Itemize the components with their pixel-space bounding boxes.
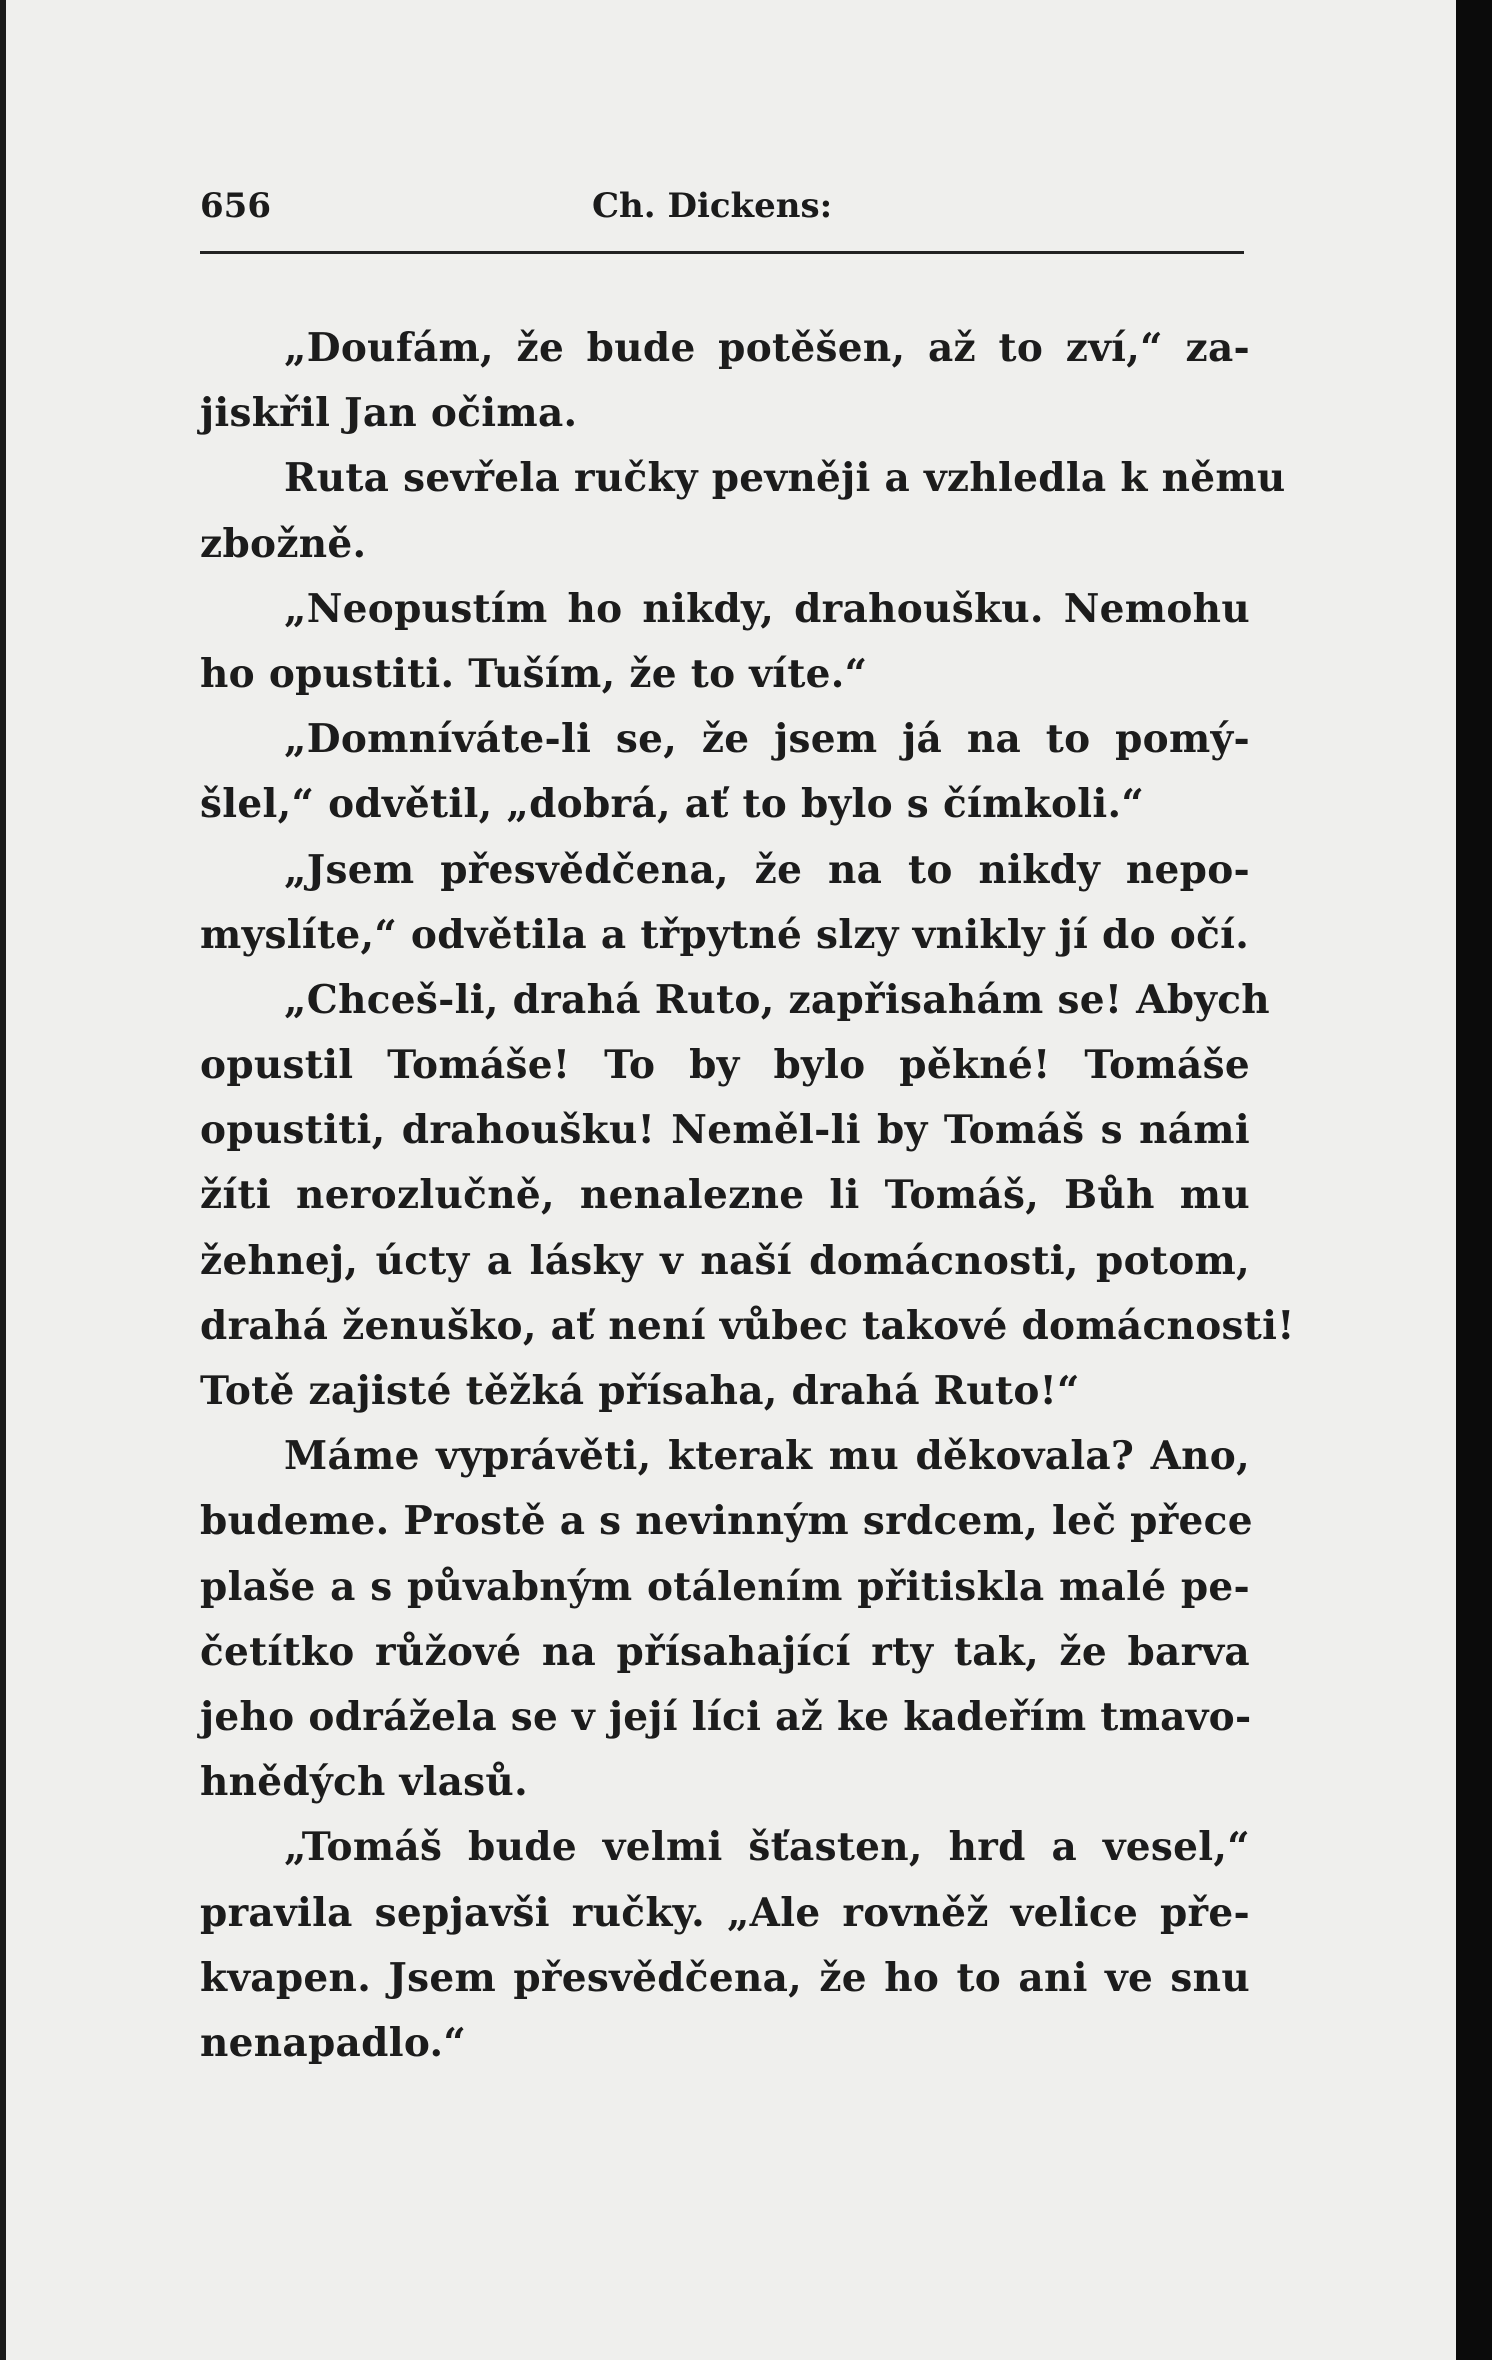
- text-line: „Neopustím ho nikdy, drahoušku. Nemohu: [284, 585, 1250, 632]
- text-line: myslíte,“ odvětila a třpytné slzy vnikly jí do očí.: [200, 911, 1250, 958]
- header-rule: [200, 251, 1244, 254]
- text-line: opustiti, drahoušku! Neměl-li by Tomáš s námi: [200, 1107, 1250, 1154]
- text-line: „Doufám, že bude potěšen, až to zví,“ za-: [284, 325, 1250, 371]
- text-line: budeme. Prostě a s nevinným srdcem, leč přece: [200, 1498, 1253, 1545]
- text-line: jiskřil Jan očima.: [200, 390, 578, 437]
- text-line: jeho odrážela se v její líci až ke kadeřím tmavo-: [200, 1693, 1252, 1740]
- text-line: „Jsem přesvědčena, že na to nikdy nepo-: [284, 846, 1250, 893]
- running-head: Ch. Dickens:: [592, 186, 833, 226]
- text-line: šlel,“ odvětil, „dobrá, ať to bylo s čímkoli.“: [200, 781, 1145, 828]
- text-line: Totě zajisté těžká přísaha, drahá Ruto!“: [200, 1368, 1080, 1414]
- text-line: Ruta sevřela ručky pevněji a vzhledla k němu: [284, 455, 1286, 502]
- text-line: četítko růžové na přísahající rty tak, že barva: [200, 1628, 1250, 1675]
- text-line: kvapen. Jsem přesvědčena, že ho to ani ve snu: [200, 1954, 1250, 2001]
- text-line: zbožně.: [200, 520, 367, 567]
- text-line: drahá ženuško, ať není vůbec takové domácnosti!: [200, 1302, 1295, 1349]
- text-line: „Tomáš bude velmi šťasten, hrd a vesel,“: [284, 1824, 1250, 1871]
- body-text: [200, 316, 1295, 2076]
- text-line: hnědých vlasů.: [200, 1759, 528, 1806]
- text-line: ho opustiti. Tuším, že to víte.“: [200, 650, 868, 697]
- text-line: žíti nerozlučně, nenalezne li Tomáš, Bůh mu: [200, 1172, 1250, 1219]
- text-line: nenapadlo.“: [200, 2019, 467, 2066]
- text-line: Máme vyprávěti, kterak mu děkovala? Ano,: [284, 1433, 1250, 1480]
- scan-left-edge: [0, 0, 6, 2360]
- text-line: pravila sepjavši ručky. „Ale rovněž velice pře-: [200, 1889, 1250, 1936]
- text-line: „Domníváte-li se, že jsem já na to pomý-: [284, 716, 1250, 763]
- text-line: „Chceš-li, drahá Ruto, zapřisahám se! Abych: [284, 976, 1270, 1023]
- text-line: žehnej, úcty a lásky v naší domácnosti, potom,: [200, 1237, 1250, 1284]
- text-line: opustil Tomáše! To by bylo pěkné! Tomáše: [200, 1042, 1250, 1089]
- page-number: 656: [200, 186, 271, 226]
- text-line: plaše a s půvabným otálením přitiskla malé pe-: [200, 1563, 1250, 1610]
- page-header: [200, 186, 1244, 238]
- scan-right-edge: [1456, 0, 1492, 2360]
